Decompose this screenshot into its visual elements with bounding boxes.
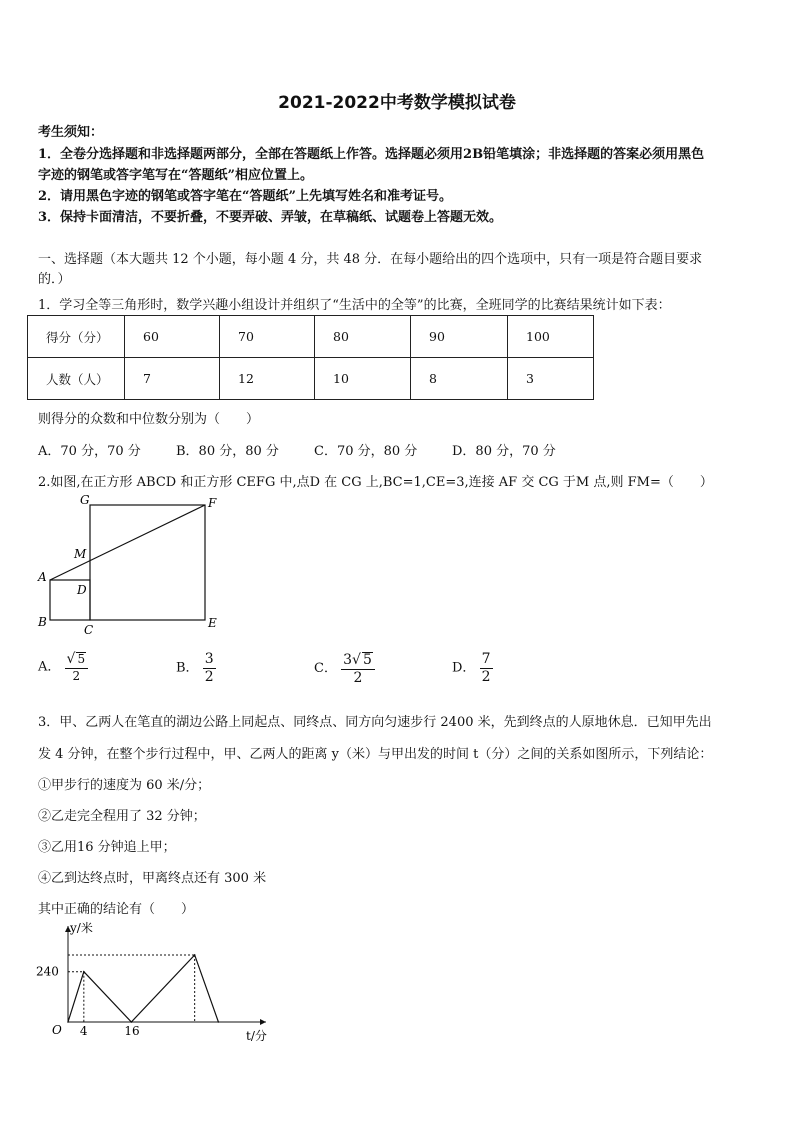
q2-stem: 2.如图,在正方形 ABCD 和正方形 CEFG 中,点D 在 CG 上,BC=1,CE=3,连接 AF 交 CG 于M 点,则 FM=（ ） — [38, 475, 713, 490]
radical-sign: √ — [66, 651, 76, 667]
q1-question: 则得分的众数和中位数分别为（ ） — [38, 412, 260, 427]
x-tick-label-4: 4 — [79, 1024, 88, 1038]
notice-line-1b: 字迹的钢笔或答字笔写在“答题纸”相应位置上。 — [38, 168, 313, 183]
radicand: 5 — [362, 652, 372, 668]
table-cell: 90 — [411, 316, 508, 358]
x-axis-arrow — [260, 1019, 266, 1025]
q3-conclusion-1: ①甲步行的速度为 60 米/分； — [38, 778, 211, 793]
y-tick-label-240: 240 — [36, 964, 59, 979]
label-g: G — [80, 493, 90, 507]
table-cell: 10 — [315, 358, 411, 400]
denominator: 2 — [353, 669, 363, 686]
q3-question: 其中正确的结论有（ ） — [38, 902, 195, 917]
x-tick-label-16: 16 — [124, 1024, 140, 1038]
fraction — [480, 652, 493, 684]
q3-conclusion-3: ③乙用16 分钟追上甲； — [38, 840, 176, 855]
table-cell: 7 — [125, 358, 220, 400]
label-f: F — [208, 496, 217, 510]
table-cell: 70 — [220, 316, 315, 358]
q1-option-a: A．70 分，70 分 — [38, 444, 141, 459]
option-label: A． — [38, 659, 61, 675]
q3-conclusion-2: ②乙走完全程用了 32 分钟； — [38, 809, 206, 824]
option-label: C． — [314, 661, 337, 677]
table-cell: 60 — [125, 316, 220, 358]
denominator: 2 — [481, 668, 491, 685]
distance-time-graph — [30, 918, 280, 1046]
fraction — [203, 652, 216, 684]
option-label: D． — [452, 660, 476, 676]
q2-option-d — [452, 652, 493, 684]
data-point — [67, 1021, 69, 1023]
label-c: C — [84, 623, 94, 637]
q3-conclusion-4: ④乙到达终点时，甲离终点还有 300 米 — [38, 871, 267, 886]
q1-stem: 1．学习全等三角形时，数学兴趣小组设计并组织了“生活中的全等”的比赛，全班同学的比赛结果统计如下表： — [38, 298, 671, 313]
label-d: D — [77, 583, 87, 597]
q3-stem-line-1: 3．甲、乙两人在笔直的湖边公路上同起点、同终点、同方向匀速步行 2400 米，先到终点的人原地休息．已知甲先出 — [38, 715, 712, 730]
fraction — [65, 652, 89, 682]
distance-series-line — [68, 955, 218, 1022]
x-axis-label: t/分 — [246, 1029, 267, 1043]
page-title: 2021-2022中考数学模拟试卷 — [278, 93, 516, 113]
q2-option-c — [314, 652, 375, 685]
q3-stem-line-2: 发 4 分钟，在整个步行过程中，甲、乙两人的距离 y（米）与甲出发的时间 t（分）之间的关系如图所示，下列结论： — [38, 747, 713, 762]
q2-square-figure — [30, 490, 230, 640]
data-point — [218, 1021, 220, 1023]
data-point — [194, 954, 196, 956]
label-e: E — [208, 616, 217, 630]
notice-line-2: 2．请用黑色字迹的钢笔或答字笔在“答题纸”上先填写姓名和准考证号。 — [38, 189, 453, 204]
label-b: B — [38, 615, 47, 629]
radical-sign: √ — [352, 652, 361, 668]
table-cell: 100 — [508, 316, 594, 358]
radicand: 5 — [77, 652, 86, 666]
table-cell: 得分（分） — [28, 316, 125, 358]
q1-option-d: D．80 分，70 分 — [452, 444, 556, 459]
table-cell: 8 — [411, 358, 508, 400]
data-point — [83, 971, 85, 973]
table-cell: 3 — [508, 358, 594, 400]
q1-option-b: B．80 分，80 分 — [176, 444, 279, 459]
notice-line-3: 3．保持卡面清洁，不要折叠，不要弄破、弄皱，在草稿纸、试题卷上答题无效。 — [38, 210, 503, 225]
denominator: 2 — [72, 668, 81, 683]
numerator: 3 — [204, 651, 214, 667]
coefficient: 3 — [343, 652, 353, 668]
option-label: B． — [176, 660, 199, 676]
q1-option-c: C．70 分，80 分 — [314, 444, 418, 459]
y-axis-label: y/米 — [70, 921, 93, 935]
section-heading-line-1: 一、选择题（本大题共 12 个小题，每小题 4 分，共 48 分．在每小题给出的四个选项中，只有一项是符合题目要求 — [38, 252, 703, 267]
q2-option-a — [38, 652, 88, 682]
table-cell: 人数（人） — [28, 358, 125, 400]
q2-option-b — [176, 652, 216, 684]
origin-label: O — [52, 1023, 62, 1037]
table-row — [28, 358, 594, 400]
section-heading-line-2: 的．） — [38, 272, 71, 287]
label-m: M — [74, 547, 87, 561]
square-cefg — [90, 505, 205, 620]
denominator: 2 — [204, 668, 214, 685]
data-point — [131, 1021, 133, 1023]
table-cell: 12 — [220, 358, 315, 400]
score-table — [27, 315, 594, 400]
table-row — [28, 316, 594, 358]
table-cell: 80 — [315, 316, 411, 358]
segment-af — [50, 505, 205, 580]
notice-line-1: 1．全卷分选择题和非选择题两部分，全部在答题纸上作答。选择题必须用2B铅笔填涂；非选择题的答案必须用黑色 — [38, 147, 705, 162]
notice-heading: 考生须知： — [38, 125, 104, 140]
fraction — [341, 652, 375, 685]
numerator: 7 — [481, 651, 491, 667]
label-a: A — [38, 570, 47, 584]
